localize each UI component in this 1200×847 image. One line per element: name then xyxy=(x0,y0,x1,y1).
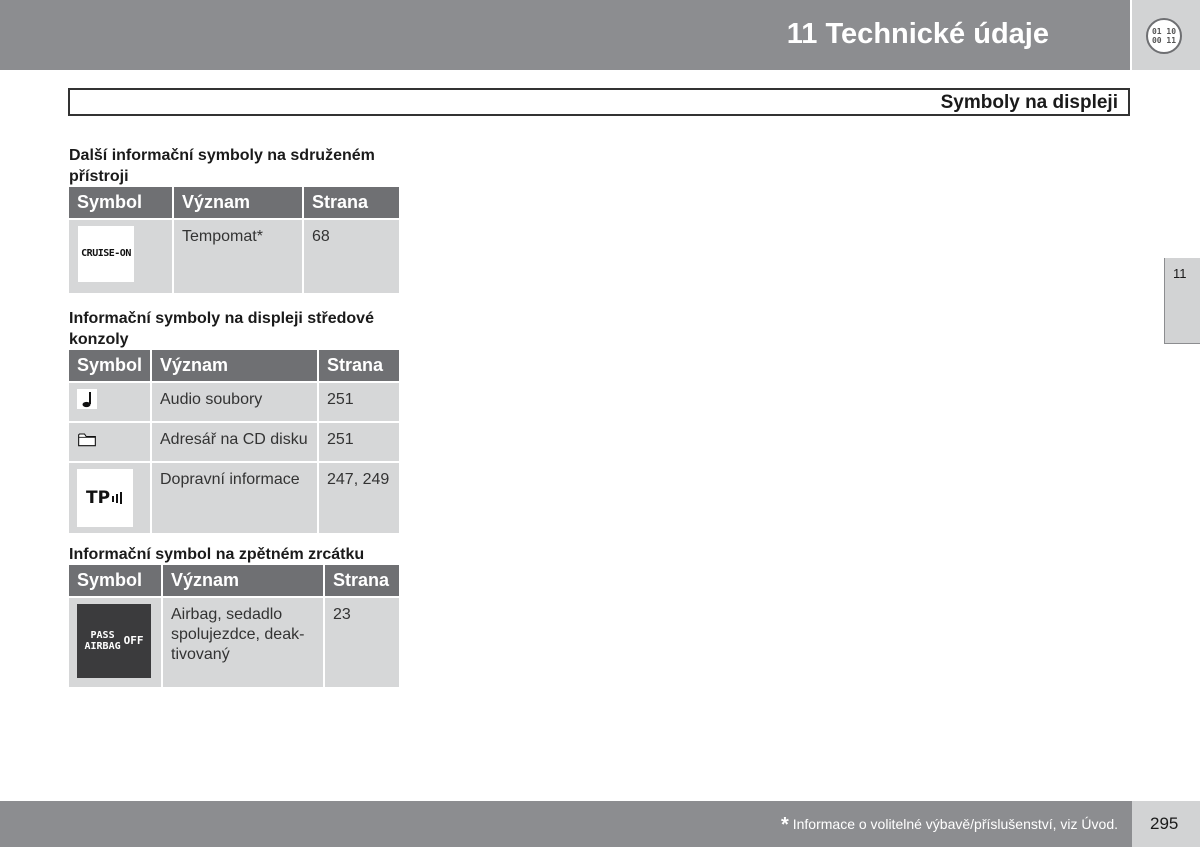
meaning-cell: Audio soubory xyxy=(151,382,318,422)
column-header-symbol: Symbol xyxy=(69,565,162,597)
symbol-cell xyxy=(69,597,162,687)
traffic-program-icon xyxy=(77,469,133,527)
column-header-page: Strana xyxy=(303,187,399,219)
block-heading-instrument-panel: Další informační symboly na sdruženém přístroji xyxy=(69,147,375,185)
column-header-symbol: Symbol xyxy=(69,350,151,382)
footer-note xyxy=(781,814,1118,837)
column-header-page: Strana xyxy=(324,565,399,597)
table-row xyxy=(69,422,399,462)
column-header-meaning: Význam xyxy=(162,565,324,597)
table-header-row xyxy=(69,565,399,597)
off-word: OFF xyxy=(123,634,144,647)
traffic-program-label: TP xyxy=(85,488,111,508)
footer-note-text: Informace o volitelné výbavě/příslušenství, viz Úvod. xyxy=(792,816,1118,832)
section-title: Symboly na displeji xyxy=(940,92,1118,113)
badge-line-1: 01 10 xyxy=(1151,27,1177,36)
symbol-table-center-console xyxy=(69,350,399,533)
page-cell: 251 xyxy=(318,382,399,422)
column-header-symbol: Symbol xyxy=(69,187,173,219)
cruise-on-display-icon xyxy=(78,226,134,282)
meaning-cell: Adresář na CD disku xyxy=(151,422,318,462)
table-header-row xyxy=(69,350,399,382)
table-header-row xyxy=(69,187,399,219)
cruise-on-label: CRUISE-ON xyxy=(81,248,131,259)
block-heading-rearview-mirror: Informační symbol na zpětném zrcátku xyxy=(69,546,365,563)
chapter-side-tab[interactable] xyxy=(1164,258,1200,344)
chapter-title: 11 Technické údaje xyxy=(786,18,1049,50)
block-heading-center-console: Informační symboly na displeji středové konzoly xyxy=(69,310,374,348)
page-cell: 251 xyxy=(318,422,399,462)
page-cell: 68 xyxy=(303,219,399,293)
meaning-cell: Airbag, sedadlo spolujezdce, deak-tivovaný xyxy=(162,597,324,687)
symbol-table-rearview-mirror xyxy=(69,565,399,687)
meaning-cell: Tempomat* xyxy=(173,219,303,293)
column-header-meaning: Význam xyxy=(151,350,318,382)
music-note-icon xyxy=(77,389,97,409)
column-header-meaning: Význam xyxy=(173,187,303,219)
pass-airbag-label xyxy=(85,630,121,652)
folder-icon xyxy=(77,429,97,449)
airbag-word: AIRBAG xyxy=(84,641,121,652)
section-banner xyxy=(68,88,1130,116)
page-cell: 23 xyxy=(324,597,399,687)
header-band xyxy=(0,0,1130,70)
table-row xyxy=(69,219,399,293)
column-header-page: Strana xyxy=(318,350,399,382)
table-row xyxy=(69,597,399,687)
page-cell: 247, 249 xyxy=(318,462,399,533)
symbol-cell xyxy=(69,219,173,293)
page-number: 295 xyxy=(1150,814,1179,833)
table-row xyxy=(69,462,399,533)
side-tab-number: 11 xyxy=(1173,266,1187,281)
symbol-cell xyxy=(69,462,151,533)
passenger-airbag-off-icon xyxy=(77,604,151,678)
footer-asterisk: * xyxy=(780,814,789,836)
badge-line-2: 00 11 xyxy=(1151,36,1177,45)
pass-word: PASS xyxy=(90,630,115,641)
symbol-cell xyxy=(69,422,151,462)
chapter-badge-icon xyxy=(1146,18,1182,54)
table-row xyxy=(69,382,399,422)
symbol-cell xyxy=(69,382,151,422)
symbol-table-instrument-panel xyxy=(69,187,399,293)
meaning-cell: Dopravní informace xyxy=(151,462,318,533)
signal-bars-icon xyxy=(112,491,124,505)
